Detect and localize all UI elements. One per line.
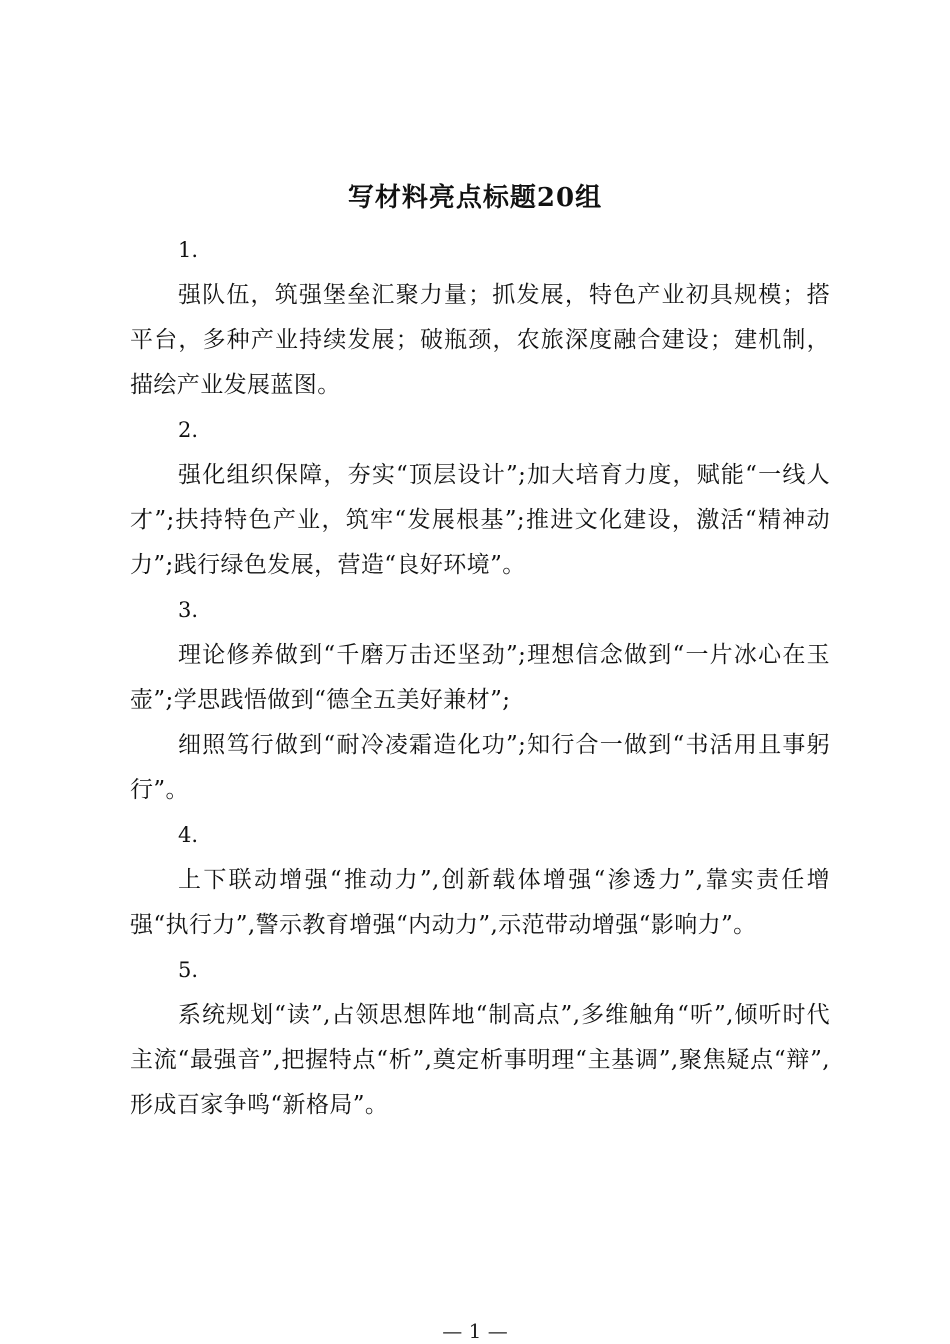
page-number: — 1 — — [442, 1319, 508, 1343]
section-number: 5. — [178, 958, 199, 982]
section-paragraph: 强化组织保障，夯实“顶层设计”;加大培育力度，赋能“一线人才”;扶持特色产业，筑牢“发展根基”;推进文化建设，激活“精神动力”;践行绿色发展，营造“良好环境”。 — [130, 462, 830, 578]
section-number: 3. — [178, 598, 199, 622]
section-paragraph: 细照笃行做到“耐冷凌霜造化功”;知行合一做到“书活用且事躬行”。 — [130, 732, 830, 803]
section-2 — [130, 408, 830, 588]
section-3 — [130, 588, 830, 813]
section-paragraph: 强队伍，筑强堡垒汇聚力量；抓发展，特色产业初具规模；搭平台，多种产业持续发展；破瓶颈，农旅深度融合建设；建机制，描绘产业发展蓝图。 — [130, 282, 830, 398]
section-number: 4. — [178, 823, 199, 847]
document-title: 写材料亮点标题20组 — [347, 183, 603, 213]
section-number: 2. — [178, 418, 199, 442]
document-body — [130, 228, 830, 1128]
section-paragraph: 系统规划“读”,占领思想阵地“制高点”,多维触角“听”,倾听时代主流“最强音”,把握特点“析”,奠定析事明理“主基调”,聚焦疑点“辩”,形成百家争鸣“新格局”。 — [130, 1002, 830, 1118]
section-5 — [130, 948, 830, 1128]
section-paragraph: 理论修养做到“千磨万击还坚劲”;理想信念做到“一片冰心在玉壶”;学思践悟做到“德全五美好兼材”; — [130, 642, 830, 713]
section-1 — [130, 228, 830, 408]
section-4 — [130, 813, 830, 948]
section-number: 1. — [178, 238, 199, 262]
section-paragraph: 上下联动增强“推动力”,创新载体增强“渗透力”,靠实责任增强“执行力”,警示教育增强“内动力”,示范带动增强“影响力”。 — [130, 867, 830, 938]
